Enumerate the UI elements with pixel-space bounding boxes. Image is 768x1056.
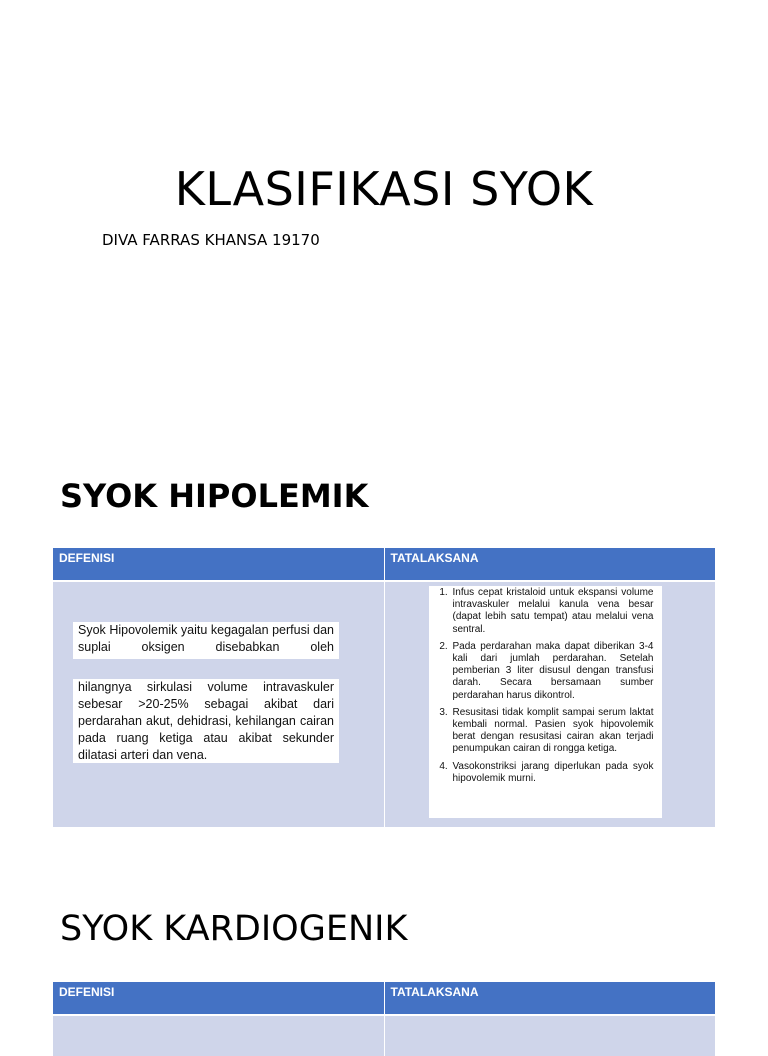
section-heading-hipolemik: SYOK HIPOLEMIK xyxy=(60,477,369,515)
table-header-row xyxy=(53,982,715,1015)
management-cell xyxy=(384,581,715,827)
section-heading-kardiogenik: SYOK KARDIOGENIK xyxy=(60,909,408,949)
table-row xyxy=(53,581,715,827)
management-list xyxy=(431,587,654,785)
table-row xyxy=(53,1015,715,1056)
slide-subtitle: DIVA FARRAS KHANSA 19170 xyxy=(102,231,320,249)
column-header-defenisi: DEFENISI xyxy=(53,548,384,581)
list-item: 2. Pada perdarahan maka dapat diberikan 3-4 kali dari jumlah perdarahan. Setelah pemberian 3 liter disusul dengan transfusi darah. Secara bersamaan sumber perdarahan harus dikontrol. xyxy=(451,641,654,702)
table-syok-hipolemik xyxy=(53,548,715,827)
definition-text-part1: Syok Hipovolemik yaitu kegagalan perfusi dan suplai oksigen disebabkan oleh xyxy=(73,622,339,659)
table-header-row xyxy=(53,548,715,581)
list-item: 3. Resusitasi tidak komplit sampai serum laktat kembali normal. Pasien syok hipovolemik berat dengan resusitasi cairan akan terjadi penumpukan cairan di rongga ketiga. xyxy=(451,707,654,756)
table-syok-kardiogenik xyxy=(53,982,715,1056)
list-item: 4. Vasokonstriksi jarang diperlukan pada syok hipovolemik murni. xyxy=(451,761,654,785)
definition-cell xyxy=(53,581,384,827)
column-header-defenisi: DEFENISI xyxy=(53,982,384,1015)
column-header-tatalaksana: TATALAKSANA xyxy=(384,548,715,581)
management-cell xyxy=(384,1015,715,1056)
slide-title: KLASIFIKASI SYOK xyxy=(174,162,594,216)
definition-cell xyxy=(53,1015,384,1056)
list-item: 1. Infus cepat kristaloid untuk ekspansi volume intravaskuler melalui kanula vena besar (dapat lebih satu tempat) atau melalui vena sentral. xyxy=(451,587,654,636)
column-header-tatalaksana: TATALAKSANA xyxy=(384,982,715,1015)
management-list-image xyxy=(429,586,662,818)
definition-text-part2: hilangnya sirkulasi volume intravaskuler sebesar >20-25% sebagai akibat dari perdarahan akut, dehidrasi, kehilangan cairan pada ruang ketiga atau akibat sekunder dilatasi arteri dan vena. xyxy=(73,679,339,763)
